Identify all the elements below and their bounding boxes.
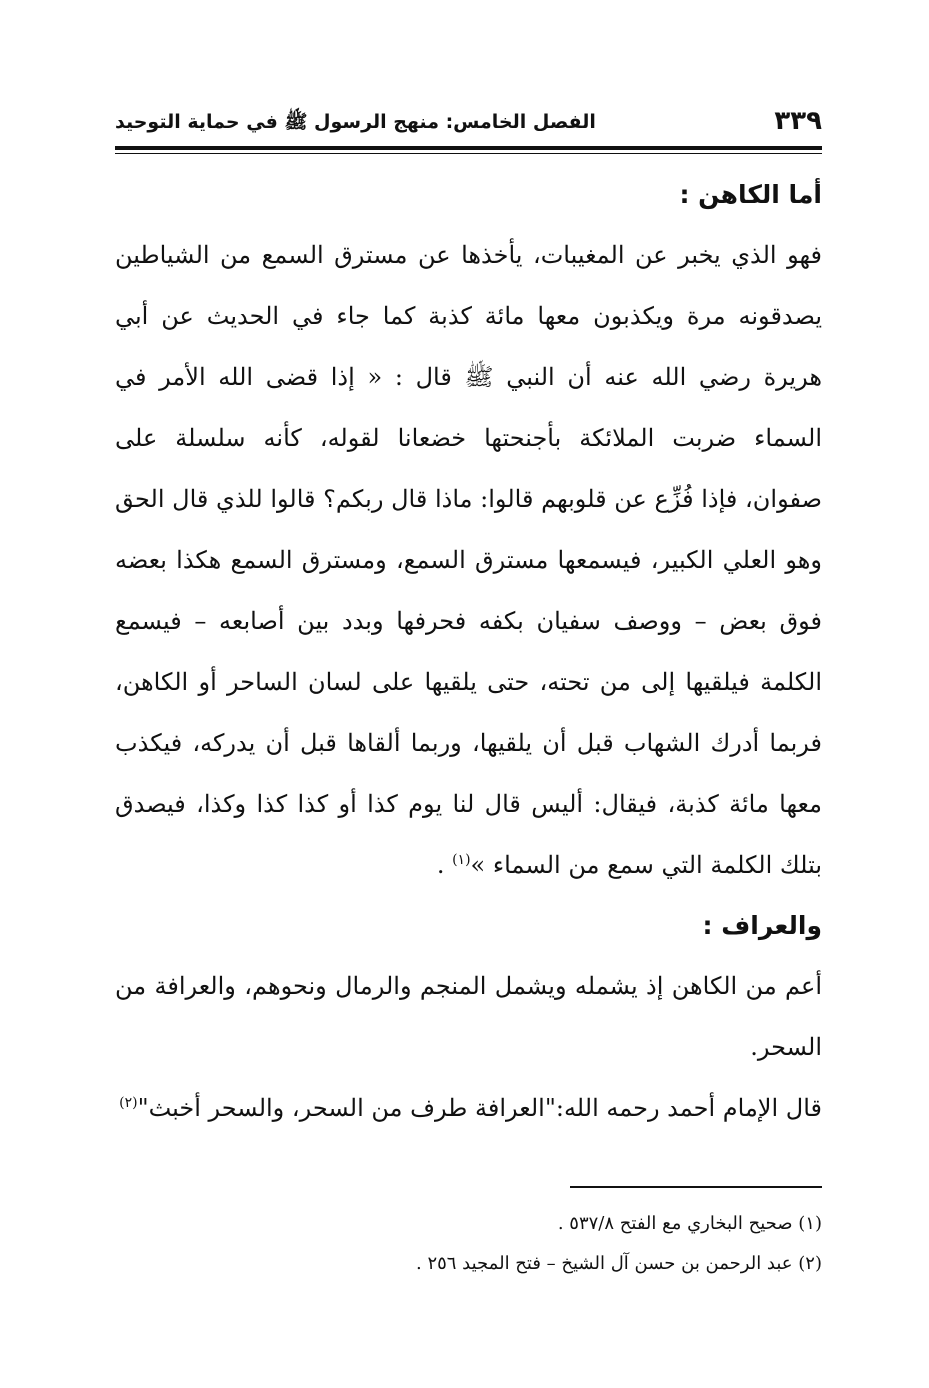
footnote-2: (٢) عبد الرحمن بن حسن آل الشيخ – فتح المجيد ٢٥٦ .	[415, 1253, 822, 1274]
paragraph-quote	[115, 1078, 822, 1139]
page-content	[115, 165, 822, 1139]
header-rule-thick	[115, 146, 822, 150]
footnote-ref-2: (٢)	[119, 1095, 138, 1111]
page-number: ٣٣٩	[774, 106, 822, 136]
paragraph-quote-text: قال الإمام أحمد رحمه الله:"العرافة طرف من السحر، والسحر أخبث"	[137, 1094, 822, 1122]
paragraph-kahin-text: فهو الذي يخبر عن المغيبات، يأخذها عن مسترق السمع من الشياطين يصدقونه مرة ويكذبون معها مائة كذبة كما جاء في الحديث عن أبي هريرة رضي الله عنه أن النبي ﷺ قال : « إذا قضى الله الأمر في السماء ضربت الملائكة بأجنحتها خضعانا لقوله، كأنه سلسلة على صفوان، فإذا فُزِّع عن قلوبهم قالوا: ماذا قال ربكم؟ قالوا للذي قال الحق وهو العلي الكبير، فيسمعها مسترق السمع، ومسترق السمع هكذا بعضه فوق بعض – ووصف سفيان بكفه فحرفها وبدد بين أصابعه – فيسمع الكلمة فيلقيها إلى من تحته، حتى يلقيها على لسان الساحر أو الكاهن، فربما أدرك الشهاب قبل أن يلقيها، وربما ألقاها قبل أن يدركه، فيكذب معها مائة كذبة، فيقال: أليس قال لنا يوم كذا أو كذا كذا وكذا، فيصدق بتلك الكلمة التي سمع من السماء »	[115, 241, 823, 879]
section-heading-kahin: أما الكاهن :	[679, 180, 822, 209]
header-rule-thin	[115, 153, 822, 154]
paragraph-kahin	[115, 225, 822, 896]
footnote-1: (١) صحيح البخاري مع الفتح ٥٣٧/٨ .	[557, 1213, 822, 1234]
running-head: الفصل الخامس: منهج الرسول ﷺ في حماية التوحيد	[115, 111, 596, 133]
footnotes	[115, 1204, 822, 1284]
page-header	[115, 100, 822, 140]
section-heading-arraf: والعراف :	[702, 911, 822, 940]
footnote-separator	[570, 1186, 822, 1188]
paragraph-kahin-end: .	[436, 851, 453, 879]
paragraph-arraf: أعم من الكاهن إذ يشمله ويشمل المنجم والرمال ونحوهم، والعرافة من السحر.	[115, 972, 822, 1061]
footnote-ref-1: (١)	[452, 852, 471, 868]
